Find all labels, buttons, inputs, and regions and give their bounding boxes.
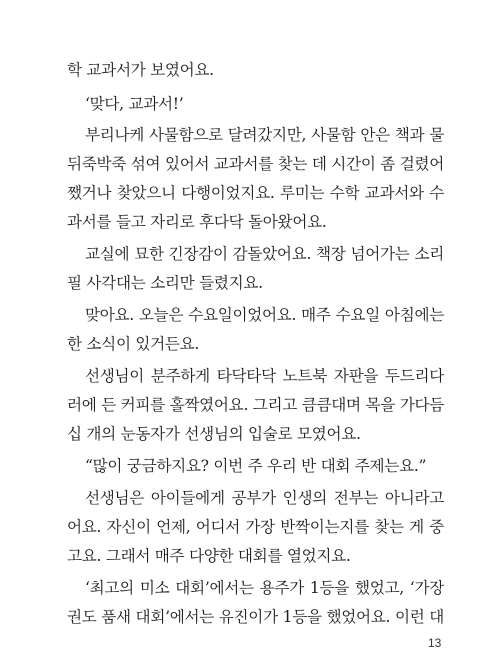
- text-line: 맞아요. 오늘은 수요일이었어요. 매주 수요일 아침에는: [85, 306, 444, 324]
- text-line: ‘맞다, 교과서!’: [85, 95, 184, 113]
- text-line: 선생님은 아이들에게 공부가 인생의 전부는 아니라고: [85, 489, 444, 507]
- page-number: 13: [428, 636, 442, 650]
- text-line: 고요. 그래서 매주 다양한 대회를 열었지요.: [67, 547, 351, 565]
- text-line: 한 소식이 있거든요.: [67, 335, 200, 353]
- text-line: 교실에 묘한 긴장감이 감돌았어요. 책장 넘어가는 소리: [85, 245, 444, 263]
- text-line: 어요. 자신이 언제, 어디서 가장 반짝이는지를 찾는 게 중: [67, 518, 444, 536]
- text-line: 십 개의 눈동자가 선생님의 입술로 모였어요.: [67, 425, 361, 443]
- text-line: 뒤죽박죽 섞여 있어서 교과서를 찾는 데 시간이 좀 걸렸어: [67, 155, 444, 173]
- text-line: 러에 든 커피를 홀짝였어요. 그리고 큼큼대며 목을 가다듬: [67, 396, 444, 414]
- text-line: 필 사각대는 소리만 들렸지요.: [67, 274, 263, 292]
- text-line: 쨌거나 찾았으니 다행이었지요. 루미는 수학 교과서와 수: [67, 184, 444, 202]
- text-line: ‘최고의 미소 대회’에서는 용주가 1등을 했었고, ‘가장: [85, 579, 444, 597]
- text-line: 학 교과서가 보였어요.: [67, 61, 214, 79]
- text-line: 권도 품새 대회’에서는 유진이가 1등을 했었어요. 이런 대: [67, 608, 444, 626]
- text-line: 부리나케 사물함으로 달려갔지만, 사물함 안은 책과 물: [85, 126, 444, 144]
- text-line: “많이 궁금하지요? 이번 주 우리 반 대회 주제는요.”: [85, 457, 427, 475]
- text-line: 선생님이 분주하게 타닥타닥 노트북 자판을 두드리다: [85, 367, 444, 385]
- text-line: 과서를 들고 자리로 후다닥 돌아왔어요.: [67, 213, 327, 231]
